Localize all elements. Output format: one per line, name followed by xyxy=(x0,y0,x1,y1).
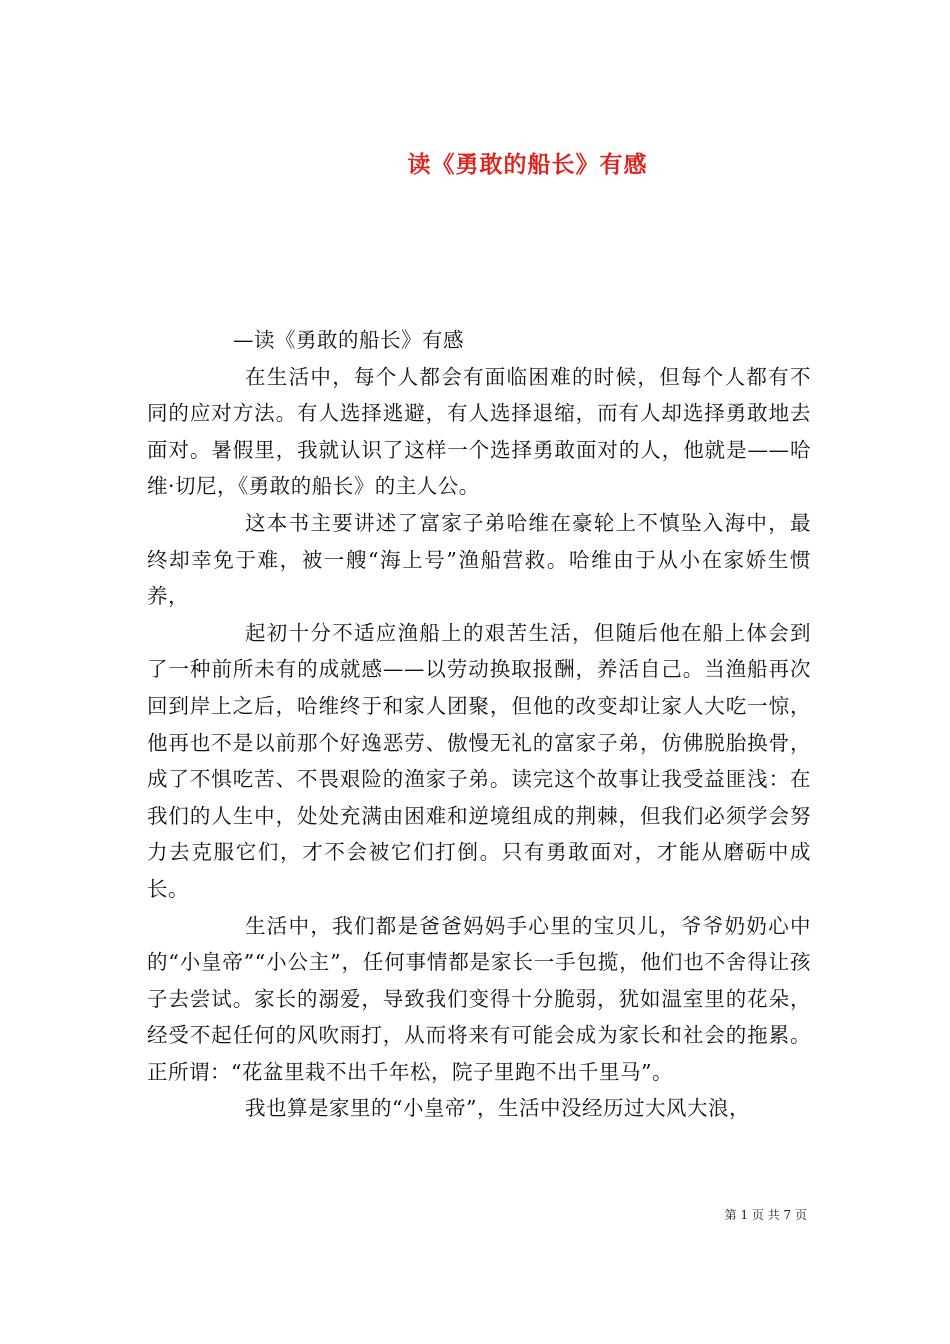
document-subtitle: —读《勇敢的船长》有感 xyxy=(233,328,464,352)
page-number-footer: 第 1 页 共 7 页 xyxy=(724,1208,807,1222)
paragraph-1: 在生活中，每个人都会有面临困难的时候，但每个人都有不同的应对方法。有人选择逃避，有人选择退缩，而有人却选择勇敢地去面对。暑假里，我就认识了这样一个选择勇敢面对的人，他就是——哈维·切尼，《勇敢的船长》的主人公。 xyxy=(147,364,811,499)
paragraph-2: 这本书主要讲述了富家子弟哈维在豪轮上不慎坠入海中，最终却幸免于难，被一艘“海上号”渔船营救。哈维由于从小在家娇生惯养， xyxy=(147,510,811,609)
paragraph-3: 起初十分不适应渔船上的艰苦生活，但随后他在船上体会到了一种前所未有的成就感——以劳动换取报酬，养活自己。当渔船再次回到岸上之后，哈维终于和家人团聚，但他的改变却让家人大吃一惊，他再也不是以前那个好逸恶劳、傲慢无礼的富家子弟，仿佛脱胎换骨，成了不惧吃苦、不畏艰险的渔家子弟。读完这个故事让我受益匪浅：在我们的人生中，处处充满由困难和逆境组成的荆棘，但我们必须学会努力去克服它们，才不会被它们打倒。只有勇敢面对，才能从磨砺中成长。 xyxy=(147,620,811,901)
document-title: 读《勇敢的船长》有感 xyxy=(407,152,648,179)
document-body xyxy=(147,322,811,1127)
paragraph-5: 我也算是家里的“小皇帝”，生活中没经历过大风大浪， xyxy=(245,1096,750,1121)
paragraph-4: 生活中，我们都是爸爸妈妈手心里的宝贝儿，爷爷奶奶心中的“小皇帝”“小公主”，任何事情都是家长一手包揽，他们也不舍得让孩子去尝试。家长的溺爱，导致我们变得十分脆弱，犹如温室里的花朵，经受不起任何的风吹雨打，从而将来有可能会成为家长和社会的拖累。正所谓：“花盆里栽不出千年松，院子里跑不出千里马”。 xyxy=(147,913,811,1084)
